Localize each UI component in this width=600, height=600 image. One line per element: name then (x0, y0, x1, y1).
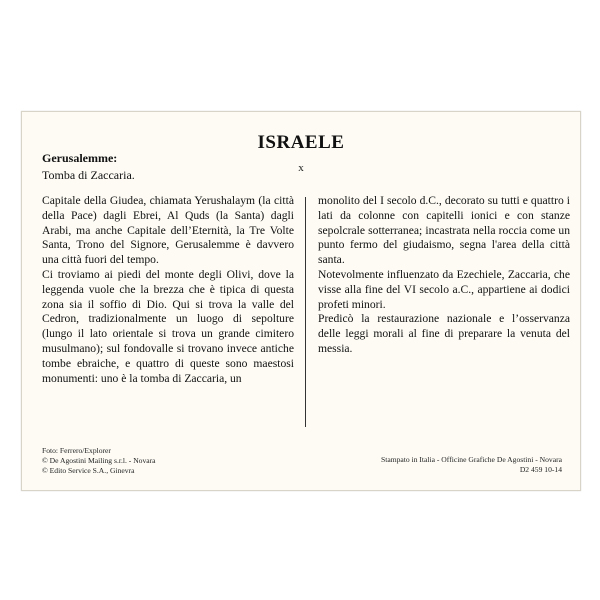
right-paragraph-2: Notevolmente influenzato da Ezechiele, Zaccaria, che visse alla fine del VI secolo a.C., appartiene ai dodici profeti minori. (318, 267, 570, 311)
card-title: ISRAELE (257, 132, 345, 153)
credits-right (381, 455, 562, 475)
left-text-column (42, 194, 294, 386)
column-divider (305, 197, 306, 427)
right-text-column (318, 194, 570, 357)
copyright-edito: © Edito Service S.A., Ginevra (42, 466, 135, 475)
left-paragraph-1: Capitale della Giudea, chiamata Yerushalaym (la città della Pace) dagli Ebrei, Al Quds (la Santa) dagli Arabi, ma anche Capitale dell’Eternità, la Tre Volte Santa, Trono del Signore, Gerusalemme è davvero una città fuori del tempo. (42, 194, 294, 267)
copyright-mailing: © De Agostini Mailing s.r.l. - Novara (42, 456, 156, 465)
location-subheading: Tomba di Zaccaria. (42, 168, 135, 182)
card-code: D2 459 10-14 (519, 465, 562, 474)
right-paragraph-1: monolito del I secolo d.C., decorato su tutti e quattro i lati da colonne con capitelli ionici e con stanze sepolcrale sotterranea; incastrata nella roccia come un punto fermo del giudaismo, segna l'area della città santa. (318, 194, 570, 267)
left-paragraph-2: Ci troviamo ai piedi del monte degli Olivi, dove la leggenda vuole che la brezza che è tipica di questa zona sia il soffio di Dio. Qui si trova la valle del Cedron, tradizionalmente un luogo di sepolture (lungo il lato orientale si trova un grande cimitero musulmano); sul fondovalle si trovano invece antiche tombe ebraiche, e quattro di queste sono maestosi monumenti: uno è la tomba di Zaccaria, un (42, 267, 294, 385)
card-number: x (298, 162, 304, 174)
postcard (21, 111, 581, 491)
printer-credit: Stampato in Italia - Officine Grafiche De Agostini - Novara (381, 455, 562, 464)
right-paragraph-3: Predicò la restaurazione nazionale e l’osservanza delle leggi morali al fine di preparare la venuta del messia. (318, 312, 570, 355)
credits-left (42, 446, 156, 476)
location-heading: Gerusalemme: (42, 151, 118, 165)
photo-credit: Foto: Ferrero/Explorer (42, 446, 111, 455)
